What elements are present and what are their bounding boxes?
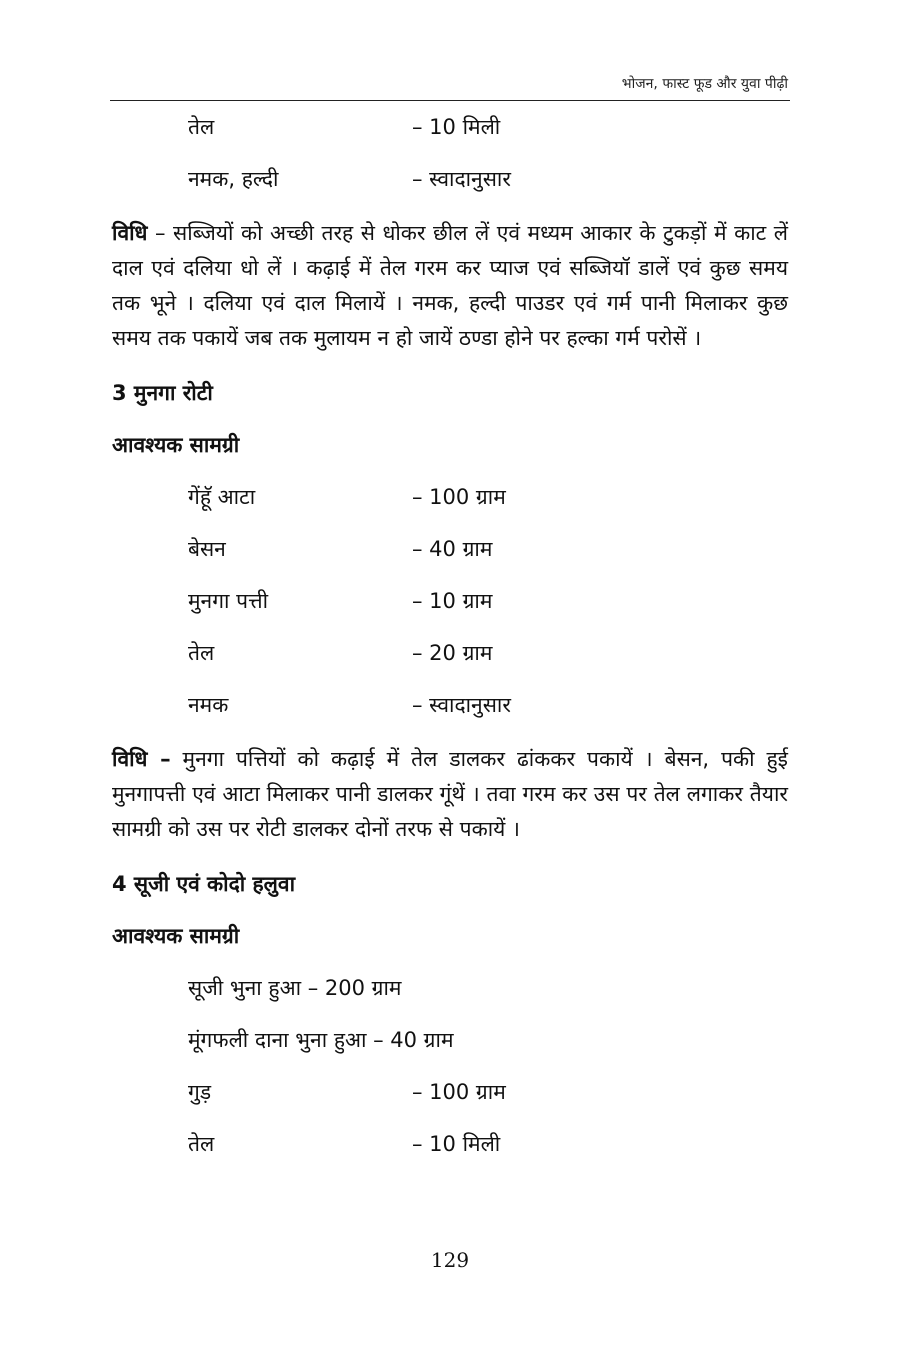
ingredient-name: नमक xyxy=(188,693,229,717)
recipe-title: 4 सूजी एवं कोदो हलुवा xyxy=(112,872,296,896)
ingredient-qty: – 40 ग्राम xyxy=(412,537,493,561)
ingredient-name: बेसन xyxy=(188,537,226,561)
ingredient-line: मूंगफली दाना भुना हुआ – 40 ग्राम xyxy=(188,1028,454,1052)
ingredient-name: नमक, हल्दी xyxy=(188,167,279,191)
method-text: मुनगा पत्तियों को कढ़ाई में तेल डालकर ढांककर पकायें । बेसन, पकी हुई मुनगापत्ती एवं आटा मिलाकर पानी डालकर गूंथें । तवा गरम कर उस पर तेल लगाकर तैयार सामग्री को उस पर रोटी डालकर दोनों तरफ से पकायें । xyxy=(112,747,788,841)
ingredient-qty: – स्वादानुसार xyxy=(412,167,511,191)
ingredient-name: तेल xyxy=(188,641,215,665)
method-label: विधि xyxy=(112,221,148,245)
method-paragraph xyxy=(112,214,788,356)
ingredient-row xyxy=(112,1023,788,1075)
ingredient-row xyxy=(112,480,788,532)
method-text: – सब्जियों को अच्छी तरह से धोकर छील लें एवं मध्यम आकार के टुकड़ों में काट लें दाल एवं दलिया धो लें । कढ़ाई में तेल गरम कर प्याज एवं सब्जियॉ डालें एवं कुछ समय तक भूने । दलिया एवं दाल मिलायें । नमक, हल्दी पाउडर एवं गर्म पानी मिलाकर कुछ समय तक पकायें जब तक मुलायम न हो जायें ठण्डा होने पर हल्का गर्म परोसें । xyxy=(112,221,788,350)
ingredient-qty: – 10 ग्राम xyxy=(412,589,493,613)
ingredient-qty: – 100 ग्राम xyxy=(412,485,506,509)
method-paragraph xyxy=(112,740,788,847)
method-label: विधि – xyxy=(112,747,171,771)
ingredient-qty: – 20 ग्राम xyxy=(412,641,493,665)
ingredient-row xyxy=(112,636,788,688)
ingredient-name: गुड़ xyxy=(188,1080,212,1104)
ingredient-row xyxy=(112,971,788,1023)
recipe-title: 3 मुनगा रोटी xyxy=(112,381,213,405)
ingredient-qty: – 10 मिली xyxy=(412,115,501,139)
ingredient-row xyxy=(112,532,788,584)
page-number: 129 xyxy=(430,1248,470,1272)
ingredient-row xyxy=(112,584,788,636)
materials-heading: आवश्यक सामग्री xyxy=(112,924,240,948)
materials-heading: आवश्यक सामग्री xyxy=(112,433,240,457)
ingredient-name: मुनगा पत्ती xyxy=(188,589,269,613)
page-content xyxy=(112,110,788,1179)
ingredient-name: गेंहूॅ आटा xyxy=(188,485,256,509)
ingredient-row xyxy=(112,110,788,162)
header-rule xyxy=(110,100,790,101)
ingredient-name: तेल xyxy=(188,1132,215,1156)
ingredient-row xyxy=(112,1127,788,1179)
ingredient-qty: – स्वादानुसार xyxy=(412,693,511,717)
ingredient-row xyxy=(112,688,788,740)
running-head: भोजन, फास्ट फूड और युवा पीढ़ी xyxy=(621,76,788,92)
ingredient-qty: – 100 ग्राम xyxy=(412,1080,506,1104)
ingredient-row xyxy=(112,1075,788,1127)
ingredient-line: सूजी भुना हुआ – 200 ग्राम xyxy=(188,976,402,1000)
ingredient-qty: – 10 मिली xyxy=(412,1132,501,1156)
ingredient-name: तेल xyxy=(188,115,215,139)
ingredient-row xyxy=(112,162,788,214)
